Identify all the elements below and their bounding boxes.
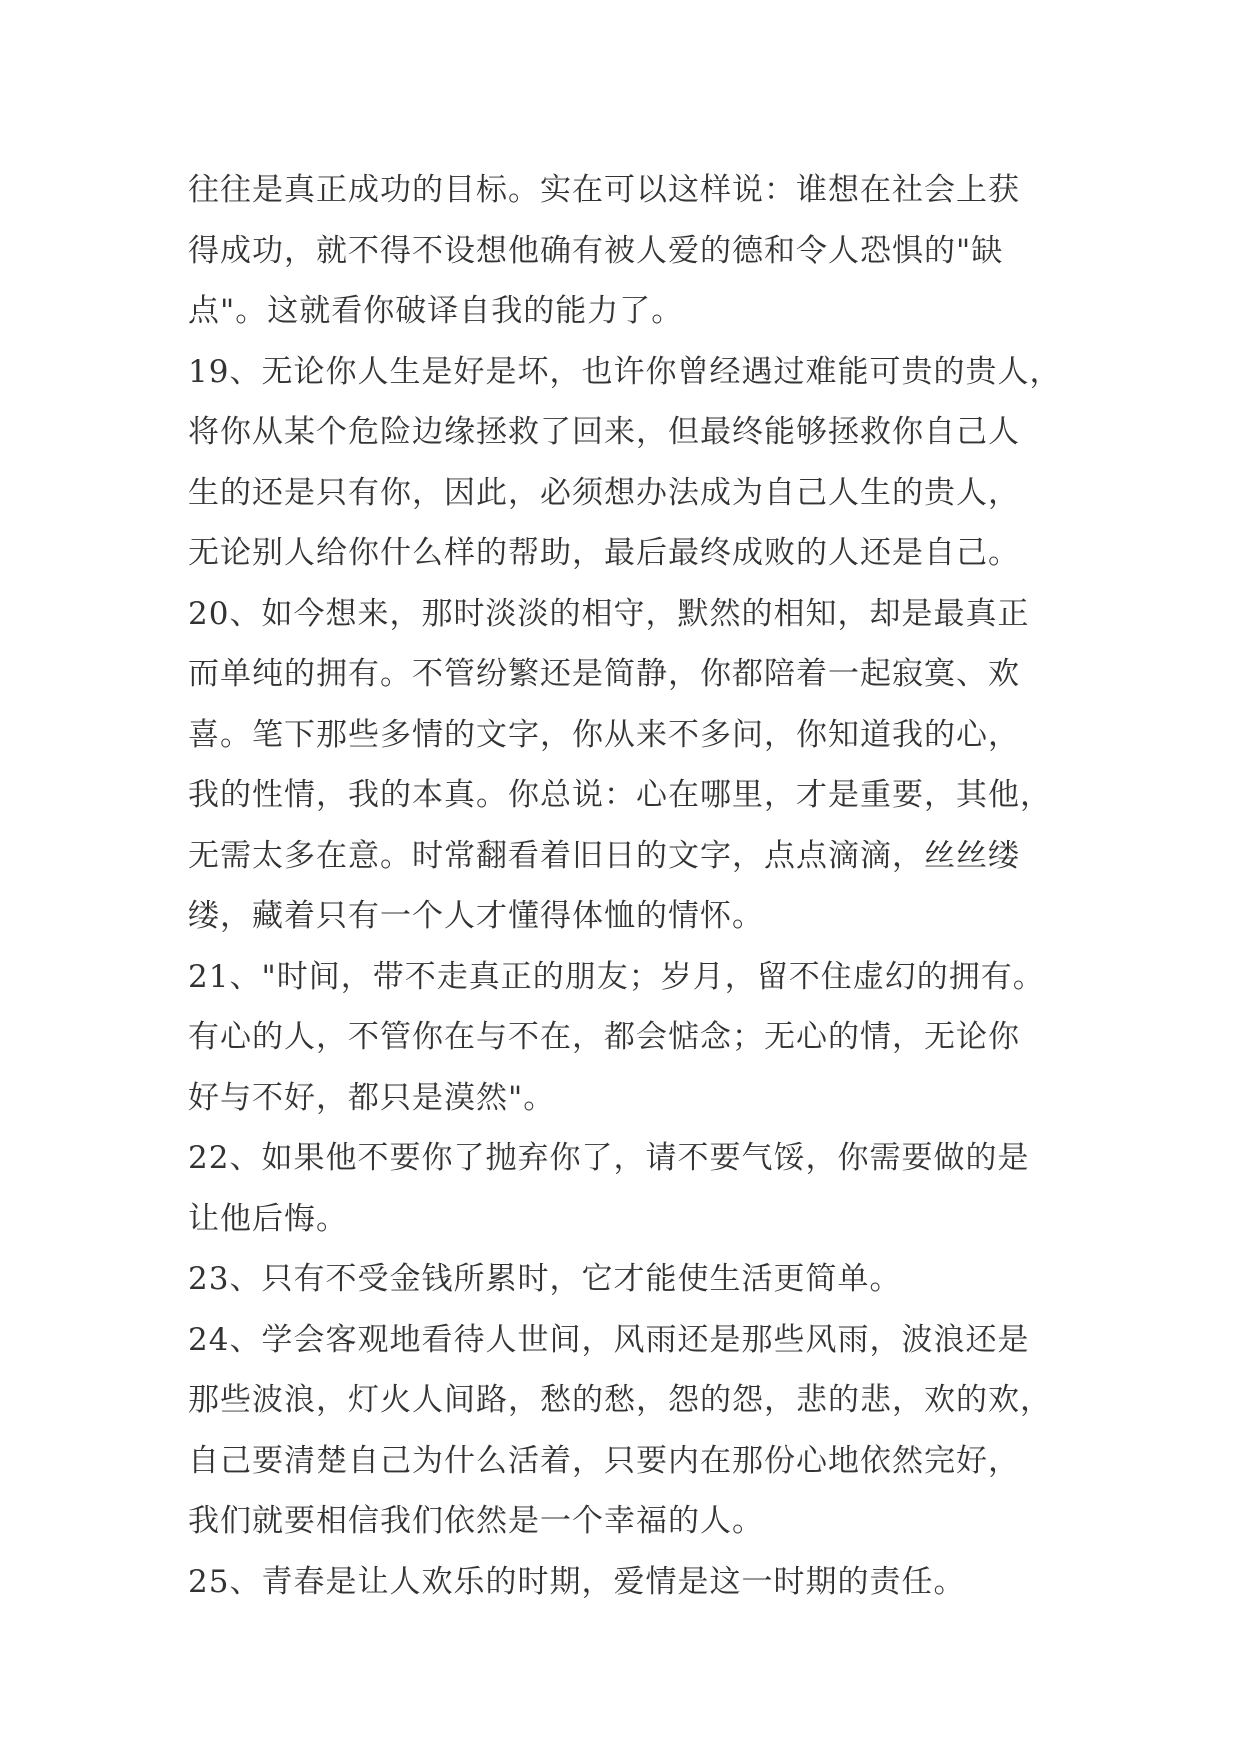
text-line: 24、学会客观地看待人世间，风雨还是那些风雨，波浪还是 [188,1321,1030,1358]
text-line: 那些波浪，灯火人间路，愁的愁，怨的怨，悲的悲，欢的欢， [188,1382,1052,1418]
text-line: 点"。这就看你破译自我的能力了。 [188,293,684,329]
text-line: 19、无论你人生是好是坏，也许你曾经遇过难能可贵的贵人， [188,353,1062,390]
text-line: 22、如果他不要你了抛弃你了，请不要气馁，你需要做的是 [188,1140,1030,1176]
text-line: 缕，藏着只有一个人才懂得体恤的情怀。 [188,898,764,934]
text-line: 好与不好，都只是漠然"。 [188,1079,556,1116]
text-line: 25、青春是让人欢乐的时期，爱情是这一时期的责任。 [188,1563,966,1600]
text-line: 自己要清楚自己为什么活着，只要内在那份心地依然完好， [188,1442,1020,1479]
text-line: 有心的人，不管你在与不在，都会惦念；无心的情，无论你 [188,1019,1020,1055]
text-line: 让他后悔。 [188,1200,348,1237]
text-line: 无需太多在意。时常翻看着旧日的文字，点点滴滴，丝丝缕 [188,837,1020,874]
text-line: 我的性情，我的本真。你总说：心在哪里，才是重要，其他， [188,777,1052,813]
text-line: 往往是真正成功的目标。实在可以这样说：谁想在社会上获 [188,172,1020,208]
text-line: 生的还是只有你，因此，必须想办法成为自己人生的贵人， [188,474,1020,511]
text-line: 21、"时间，带不走真正的朋友；岁月，留不住虚幻的拥有。 [188,958,1045,995]
text-line: 我们就要相信我们依然是一个幸福的人。 [188,1503,764,1539]
text-line: 将你从某个危险边缘拯救了回来，但最终能够拯救你自己人 [188,414,1020,450]
text-line: 喜。笔下那些多情的文字，你从来不多问，你知道我的心， [188,716,1020,753]
text-line: 无论别人给你什么样的帮助，最后最终成败的人还是自己。 [188,535,1020,571]
text-line: 23、只有不受金钱所累时，它才能使生活更简单。 [188,1261,902,1297]
text-line: 20、如今想来，那时淡淡的相守，默然的相知，却是最真正 [188,595,1030,632]
text-line: 得成功，就不得不设想他确有被人爱的德和令人恐惧的"缺 [188,232,1004,269]
text-line: 而单纯的拥有。不管纷繁还是简静，你都陪着一起寂寞、欢 [188,656,1020,692]
document-body [188,160,1068,1612]
